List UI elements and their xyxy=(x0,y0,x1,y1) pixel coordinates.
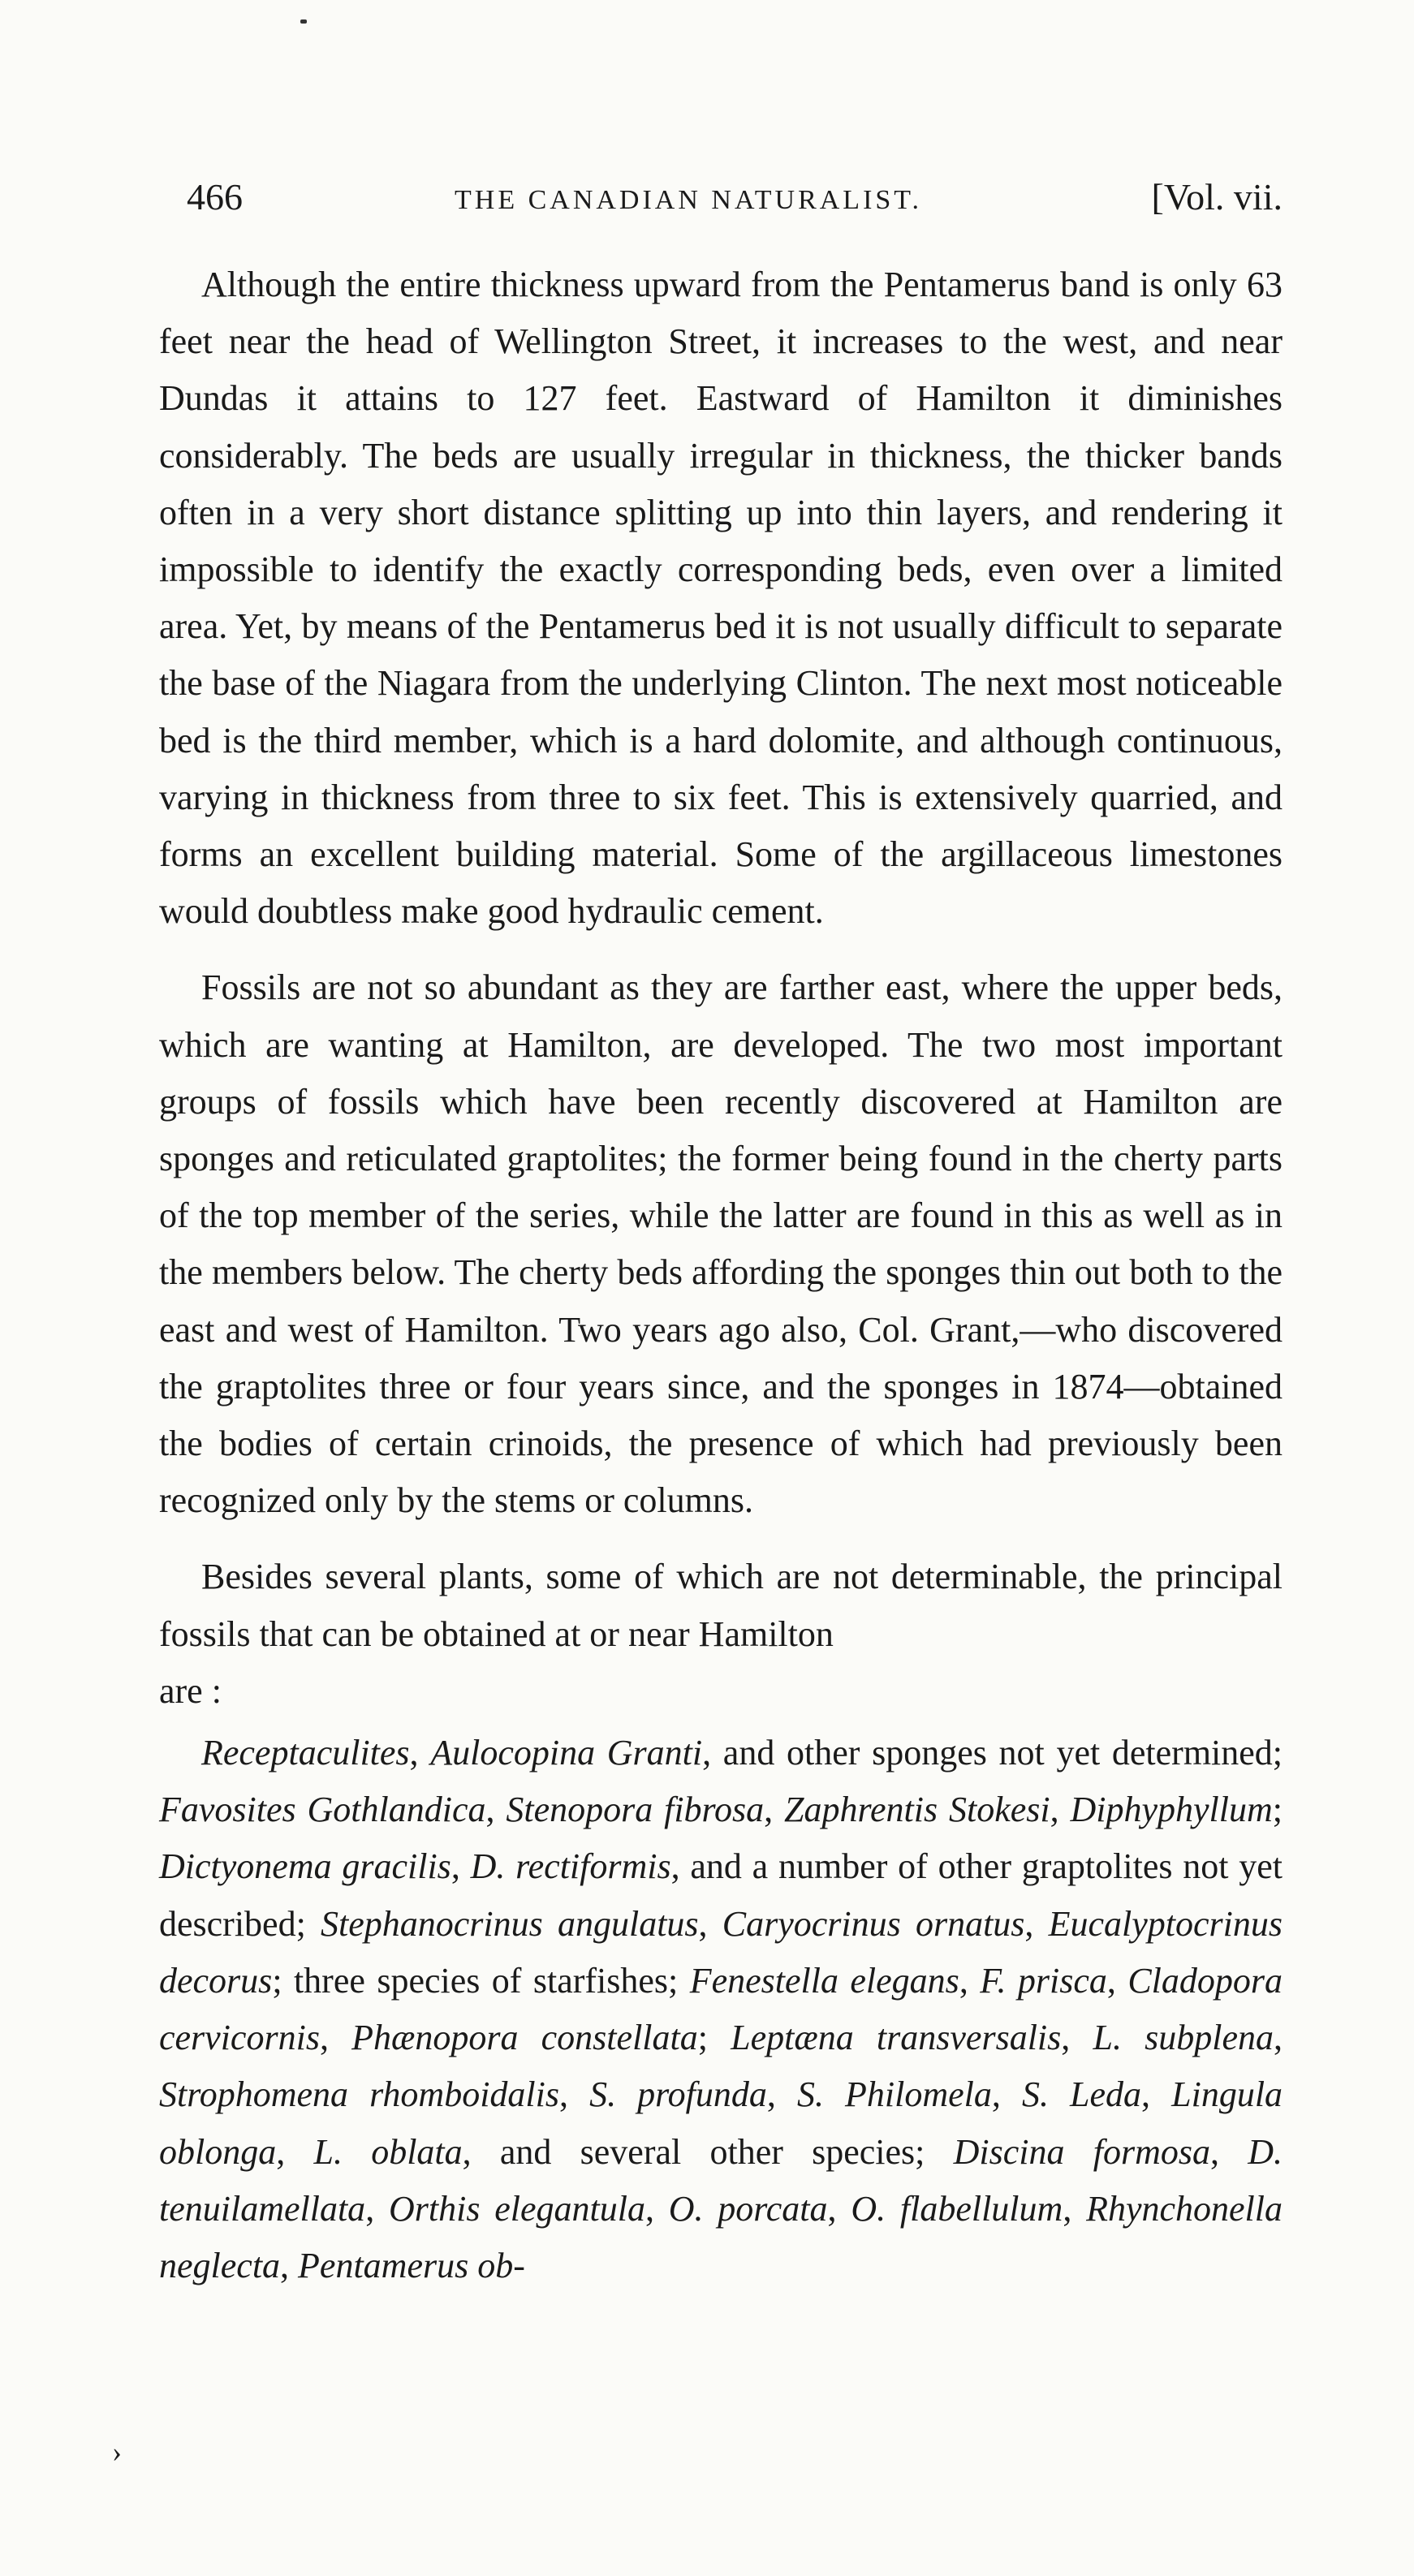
species-name: Leptæna transversalis xyxy=(731,2018,1062,2058)
species-name: S. Leda xyxy=(1021,2074,1142,2115)
paragraph-thickness: Although the entire thickness upward from the Pentamerus band is only 63 feet near the head of Wellington Street, it increases to the west, and near Dundas it attains to 127 feet. Eastward of Hamilton it diminishes considerably. The beds are usually irregular in thickness, the thicker bands often in a very short distance splitting up into thin layers, and rendering it impossible to identify the exactly corresponding beds, even over a limited area. Yet, by means of the Pentamerus bed it is not usually difficult to separate the base of the Niagara from the underlying Clinton. The next most noticeable bed is the third member, which is a hard dolomite, and although continuous, varying in thickness from three to six feet. This is extensively quarried, and forms an excellent building material. Some of the argillaceous limestones would doubtless make good hydraulic cement. xyxy=(159,265,1283,932)
species-name: Rhynchonella neglecta xyxy=(159,2188,1283,2285)
list-text: , xyxy=(276,2131,314,2172)
list-text: , xyxy=(1050,1790,1071,1830)
species-name: Discina formosa xyxy=(953,2131,1210,2172)
species-name: D. tenuilamellata xyxy=(159,2131,1283,2229)
list-text: , xyxy=(1141,2074,1172,2115)
species-name: Favosites Gothlandica xyxy=(159,1790,486,1830)
species-name: Dictyonema gracilis xyxy=(159,1846,451,1887)
list-text: , xyxy=(766,2074,797,2115)
running-header xyxy=(187,175,1283,232)
list-text: , xyxy=(559,2074,590,2115)
list-text: , xyxy=(1061,2018,1093,2058)
list-text: , xyxy=(698,1903,722,1944)
species-name: Phænopora constellata xyxy=(351,2018,698,2058)
paragraph-besides-text: Besides several plants, some of which are not determinable, the principal fossils that can be obtained at or near Hamilton xyxy=(159,1557,1283,1654)
species-name: S. profunda xyxy=(589,2074,767,2115)
list-text: , xyxy=(409,1733,431,1773)
species-name: O. porcata xyxy=(668,2188,828,2229)
list-text: , xyxy=(1106,1960,1128,2001)
species-name: Cladopora cervicornis xyxy=(159,1960,1283,2058)
list-text: , xyxy=(319,2018,352,2058)
list-text: , xyxy=(1274,2018,1283,2058)
species-name: Orthis elegantula xyxy=(388,2188,645,2229)
page-number: 466 xyxy=(187,176,243,218)
species-name: F. prisca xyxy=(980,1960,1107,2001)
list-text: , xyxy=(644,2188,669,2229)
list-intro: are : xyxy=(159,1670,222,1711)
species-name: L. oblata xyxy=(313,2131,463,2172)
list-text: , xyxy=(280,2245,299,2285)
species-name: S. Philomela xyxy=(796,2074,992,2115)
body-text xyxy=(159,256,1283,2294)
list-text: , xyxy=(1024,1903,1049,1944)
species-name: Diphyphyllum xyxy=(1070,1790,1273,1830)
list-text: , and several other species; xyxy=(462,2131,954,2172)
list-text: , xyxy=(365,2188,389,2229)
margin-mark: › xyxy=(112,2436,122,2468)
species-name: Eucalyptocrinus decorus xyxy=(159,1903,1283,2001)
species-name: Stenopora fibrosa xyxy=(506,1790,765,1830)
list-text: , xyxy=(1063,2188,1087,2229)
list-text: , xyxy=(991,2074,1022,2115)
list-text: , and other sponges not yet determined; xyxy=(702,1733,1283,1773)
list-text: , xyxy=(1210,2131,1248,2172)
species-name: Zaphrentis Stokesi xyxy=(784,1790,1050,1830)
species-name: Caryocrinus ornatus xyxy=(722,1903,1025,1944)
list-text: , xyxy=(959,1960,981,2001)
species-name: Stephanocrinus angulatus xyxy=(321,1903,699,1944)
running-title: THE CANADIAN NATURALIST. xyxy=(455,185,923,215)
species-name: Strophomena rhomboidalis xyxy=(159,2074,559,2115)
list-text: ; xyxy=(697,2018,731,2058)
list-text: , xyxy=(827,2188,851,2229)
species-name: D. rectiformis xyxy=(470,1846,671,1887)
species-name: Pentamerus ob- xyxy=(298,2245,525,2285)
list-text: , xyxy=(450,1846,471,1887)
list-text: ; xyxy=(1272,1790,1283,1830)
list-text: ; three species of starfishes; xyxy=(272,1960,690,2001)
paragraph-fossils: Fossils are not so abundant as they are farther east, where the upper beds, which are wanting at Hamilton, are developed. The two most important groups of fossils which have been recently discovered at Hamilton are sponges and reticulated graptolites; the former being found in the cherty parts of the top member of the series, while the latter are found in this as well as in the members below. The cherty beds affording the sponges thin out both to the east and west of Hamilton. Two years ago also, Col. Grant,—who discovered the graptolites three or four years since, and the sponges in 1874—obtained the bodies of certain crinoids, the presence of which had previously been recognized only by the stems or columns. xyxy=(159,967,1283,1521)
list-text: , xyxy=(764,1790,785,1830)
species-name: Lingula oblonga xyxy=(159,2074,1283,2172)
species-name: O. flabellulum xyxy=(851,2188,1063,2229)
list-text: , and a number of other graptolites not yet described; xyxy=(159,1846,1283,1944)
volume-label: [Vol. vii. xyxy=(1151,176,1283,218)
paragraph-besides xyxy=(159,1549,1283,1720)
ink-speck xyxy=(300,19,307,24)
species-name: Fenestella elegans xyxy=(689,1960,959,2001)
species-name: Receptaculites xyxy=(201,1733,410,1773)
fossil-list xyxy=(159,1725,1283,2294)
species-name: Aulocopina Granti xyxy=(430,1733,703,1773)
species-name: L. subplena xyxy=(1093,2018,1274,2058)
list-text: , xyxy=(485,1790,507,1830)
